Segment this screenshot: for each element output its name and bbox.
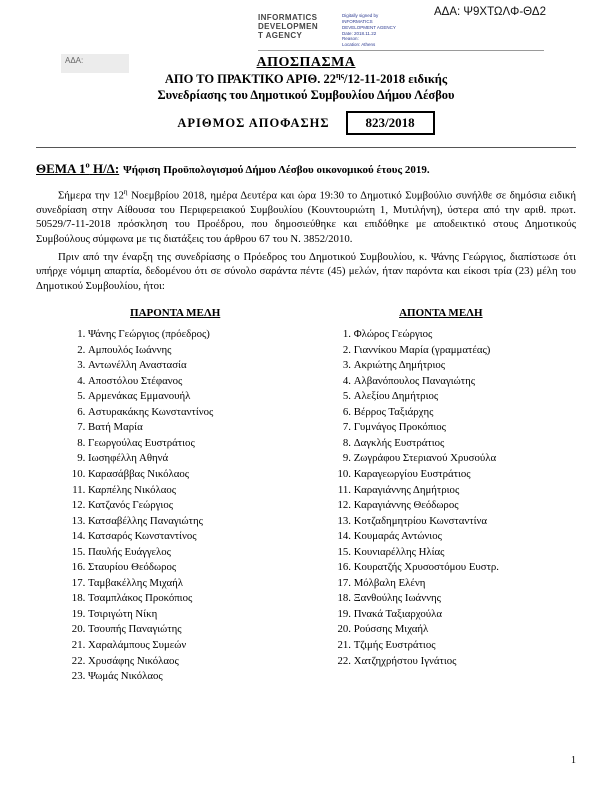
absent-member-item: 7. Γυμνάγος Προκόπιος	[354, 420, 554, 436]
paragraph1-post: Νοεμβρίου 2018, ημέρα Δευτέρα και ώρα 19:30 το Δημοτικό Συμβούλιο συνήλθε σε δημόσια ειδική συνεδρίαση στην Αίθουσα του Περιφερειακού Συμβουλίου (Κουντουριώτη 1, Μυτιλήνη), ύστερα από την αριθ. πρωτ. 50529/7-11-2018 πρόσκληση του Προέδρου, που δημοσιεύθηκε και επιδόθηκε με αποδεικτικό στους Δημοτικούς Συμβούλους σύμφωνα με τις διατάξεις του άρθρου 67 του Ν. 3852/2010.	[36, 189, 576, 245]
subtitle-line1	[0, 71, 612, 87]
absent-member-item: 2. Γιαννίκου Μαρία (γραμματέας)	[354, 343, 554, 359]
ada-placeholder-label: ΑΔΑ:	[65, 56, 84, 65]
absent-member-item: 1. Φλώρος Γεώργιος	[354, 327, 554, 343]
absent-member-item: 9. Ζωγράφου Στεριανού Χρυσούλα	[354, 451, 554, 467]
present-member-item: 6. Αστυρακάκης Κωνσταντίνος	[88, 405, 288, 421]
present-member-item: 2. Αμπουλός Ιωάννης	[88, 343, 288, 359]
signature-detail-line: Digitally signed by	[342, 13, 379, 18]
absent-members-header: ΑΠΟΝΤΑ ΜΕΛΗ	[399, 307, 483, 320]
ordinal-suffix: ης	[336, 71, 345, 80]
document-title: ΑΠΟΣΠΑΣΜΑ	[256, 55, 356, 70]
absent-member-item: 14. Κουμαράς Αντώνιος	[354, 529, 554, 545]
topic-ordinal-suffix: ο	[85, 159, 90, 170]
absent-member-item: 11. Καραγιάννης Δημήτριος	[354, 483, 554, 499]
topic-label	[36, 161, 119, 176]
present-member-item: 18. Τσαμπλάκος Προκόπιος	[88, 591, 288, 607]
absent-member-item: 4. Αλβανόπουλος Παναγιώτης	[354, 374, 554, 390]
present-member-item: 19. Τσιριγώτη Νίκη	[88, 607, 288, 623]
present-member-item: 22. Χρυσάφης Νικόλαος	[88, 654, 288, 670]
present-member-item: 15. Παυλής Ευάγγελος	[88, 545, 288, 561]
signature-detail-line: INFORMATICS	[342, 18, 373, 24]
present-members-header: ΠΑΡΟΝΤΑ ΜΕΛΗ	[130, 307, 221, 320]
present-member-item: 20. Τσουπής Παναγιώτης	[88, 622, 288, 638]
signature-detail-line: DEVELOPMENT AGENCY	[342, 24, 396, 30]
page-number: 1	[571, 755, 576, 766]
present-member-item: 17. Ταμβακέλλης Μιχαήλ	[88, 576, 288, 592]
present-member-item: 21. Χαραλάμπους Συμεών	[88, 638, 288, 654]
paragraph-session-details	[36, 188, 576, 246]
present-member-item: 23. Ψωμάς Νικόλαος	[88, 669, 288, 685]
absent-member-item: 10. Καραγεωργίου Ευστράτιος	[354, 467, 554, 483]
absent-member-item: 19. Πνακά Ταξιαρχούλα	[354, 607, 554, 623]
absent-member-item: 5. Αλεξίου Δημήτριος	[354, 389, 554, 405]
absent-member-item: 12. Καραγιάννης Θεόδωρος	[354, 498, 554, 514]
signature-agency-name	[258, 13, 336, 48]
present-member-item: 12. Κατζανός Γεώργιος	[88, 498, 288, 514]
absent-member-item: 16. Κουρατζής Χρυσοστόμου Ευστρ.	[354, 560, 554, 576]
signature-detail-line: Reason:	[342, 36, 359, 42]
signature-detail-line: Location: Athens	[342, 42, 376, 48]
decision-number-box: 823/2018	[346, 111, 435, 135]
absent-member-item: 18. Ξανθούλης Ιωάννης	[354, 591, 554, 607]
absent-members-list	[328, 327, 554, 669]
decision-number-label: ΑΡΙΘΜΟΣ ΑΠΟΦΑΣΗΣ	[177, 115, 330, 130]
absent-member-item: 17. Μόλβαλη Ελένη	[354, 576, 554, 592]
topic-line	[36, 159, 576, 180]
header-divider-line	[36, 147, 576, 148]
topic-label-post: Η/Δ:	[89, 161, 120, 177]
present-member-item: 16. Σταυρίου Θεόδωρος	[88, 560, 288, 576]
present-member-item: 9. Ιωσηφέλλη Αθηνά	[88, 451, 288, 467]
absent-member-item: 6. Βέρρος Ταξιάρχης	[354, 405, 554, 421]
absent-member-item: 21. Τζιμής Ευστράτιος	[354, 638, 554, 654]
ada-code: ΑΔΑ: Ψ9ΧΤΩΛΦ-ΘΔ2	[433, 6, 546, 18]
present-member-item: 5. Αρμενάκας Εμμανουήλ	[88, 389, 288, 405]
present-member-item: 10. Καρασάββας Νικόλαος	[88, 467, 288, 483]
subtitle-line2: Συνεδρίασης του Δημοτικού Συμβουλίου Δήμου Λέσβου	[157, 88, 455, 103]
agency-name-line: T AGENCY	[258, 31, 303, 41]
present-member-item: 4. Αποστόλου Στέφανος	[88, 374, 288, 390]
paragraph1-ordinal-suffix: η	[123, 187, 128, 196]
present-member-item: 7. Βατή Μαρία	[88, 420, 288, 436]
ada-placeholder-box	[61, 54, 129, 73]
topic-text: Ψήφιση Προϋπολογισμού Δήμου Λέσβου οικονομικού έτους 2019.	[123, 164, 430, 177]
present-member-item: 13. Κατσαβέλλης Παναγιώτης	[88, 514, 288, 530]
present-members-list	[62, 327, 288, 685]
present-member-item: 3. Αντωνέλλη Αναστασία	[88, 358, 288, 374]
absent-member-item: 15. Κουνιαρέλλης Ηλίας	[354, 545, 554, 561]
signature-divider-line	[258, 50, 544, 51]
absent-member-item: 8. Δαγκλής Ευστράτιος	[354, 436, 554, 452]
present-member-item: 8. Γεωργούλας Ευστράτιος	[88, 436, 288, 452]
absent-members-column	[328, 307, 554, 685]
digital-signature-stamp	[258, 13, 462, 48]
absent-member-item: 13. Κοτζαδημητρίου Κωνσταντίνα	[354, 514, 554, 530]
paragraph-quorum: Πριν από την έναρξη της συνεδρίασης ο Πρόεδρος του Δημοτικού Συμβουλίου, κ. Ψάνης Γεώργιος, διαπίστωσε ότι υπήρχε νόμιμη απαρτία, δεδομένου ότι σε σύνολο σαράντα πέντε (45) μελών, ήταν παρόντα και είκοσι τρία (23) μέλη του Δημοτικού Συμβουλίου, ήτοι:	[36, 250, 576, 292]
members-section	[0, 307, 612, 685]
present-members-column	[62, 307, 288, 685]
signature-details	[342, 13, 462, 48]
subtitle-line1-pre: ΑΠΟ ΤΟ ΠΡΑΚΤΙΚΟ ΑΡΙΘ. 22	[164, 72, 336, 87]
topic-label-pre: ΘΕΜΑ 1	[36, 161, 86, 177]
absent-member-item: 20. Ρούσσης Μιχαήλ	[354, 622, 554, 638]
present-member-item: 14. Κατσαρός Κωνσταντίνος	[88, 529, 288, 545]
present-member-item: 11. Καρπέλης Νικόλαος	[88, 483, 288, 499]
paragraph1-pre: Σήμερα την 12	[58, 189, 124, 202]
absent-member-item: 22. Χατζηχρήστου Ιγνάτιος	[354, 654, 554, 670]
absent-member-item: 3. Ακριώτης Δημήτριος	[354, 358, 554, 374]
subtitle-line1-post: /12-11-2018 ειδικής	[344, 72, 448, 87]
agency-name-line: INFORMATICS	[258, 13, 318, 22]
decision-number-row	[0, 111, 612, 135]
agency-name-line: DEVELOPMEN	[258, 22, 319, 32]
signature-detail-line: Date: 2018.11.22	[342, 30, 377, 36]
present-member-item: 1. Ψάνης Γεώργιος (πρόεδρος)	[88, 327, 288, 343]
